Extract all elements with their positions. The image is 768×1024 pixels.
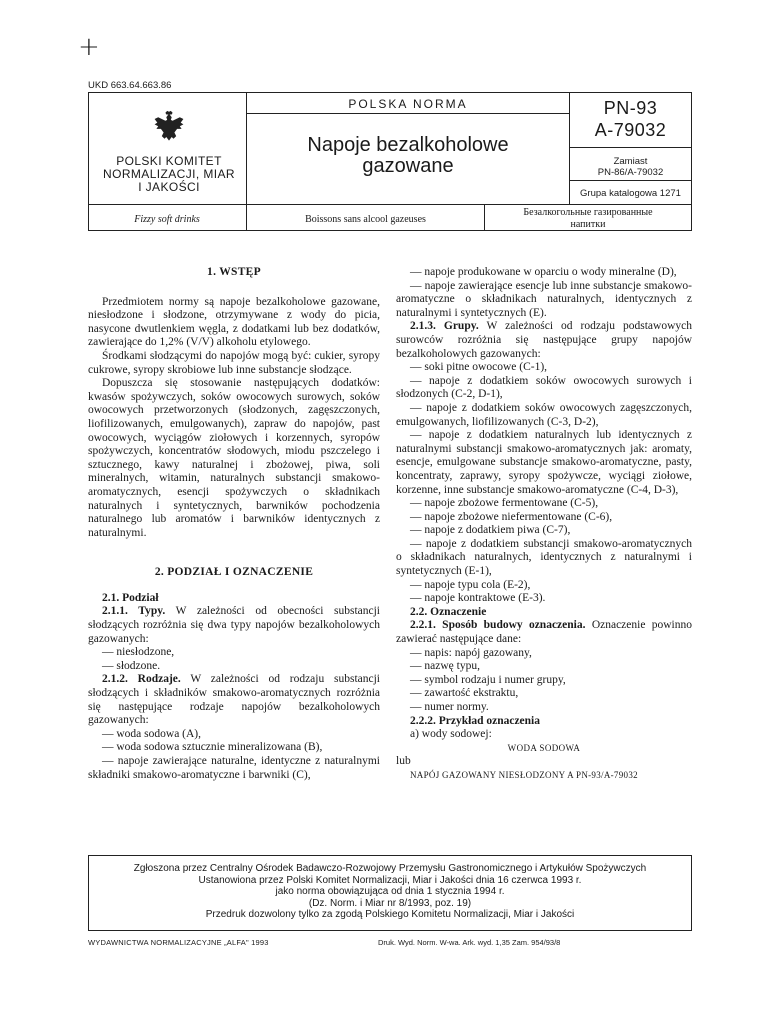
example-designation: WODA SODOWA [507, 742, 581, 753]
list-item: — słodzone. [102, 659, 161, 672]
title-line: gazowane [362, 155, 454, 177]
eagle-emblem-icon [151, 110, 187, 146]
document-title [247, 135, 569, 177]
committee-block [92, 104, 246, 194]
list-item: — napoje zbożowe fermentowane (C-5), [410, 497, 599, 510]
paragraph: Dopuszcza się stosowanie następujących dodatków: kwasów spożywczych, soków owocowych surowych, soków owocowych przetworzonych (słodzonych, zagęszczonych, liofilizowanych, emulgowanych), zapraw do napojów, past owocowych, wyciągów ziołowych i korzennych, syropów spożywczych, koncentratów słodowych, miodu pszczelego i sztucznego, kawy naturalnej i zbożowej, piwa, soli mineralnych, witamin, naturalnych substancji smakowo-aromatycznych, esencji spożywczych o składnikach naturalnych i syntetycznych, barwników pochodzenia naturalnego lub aromatów i barwników identycznych z naturalnymi. [88, 377, 380, 539]
publisher-note: WYDAWNICTWA NORMALIZACYJNE „ALFA" 1993 [88, 938, 269, 947]
list-item: — symbol rodzaju i numer grupy, [410, 673, 566, 686]
header-rule [569, 180, 692, 181]
header-rule [88, 204, 692, 205]
subsection-label: 2.1.3. Grupy. [410, 320, 479, 333]
list-item: — soki pitne owocowe (C-1), [410, 361, 548, 374]
list-item: — napoje zawierające naturalne, identyczne z naturalnymi składniki smakowo-aromatyczne i barwniki (C), [88, 755, 380, 781]
polska-norma-label: POLSKA NORMA [348, 97, 468, 111]
or-label: lub [396, 755, 411, 768]
list-item: — napis: napój gazowany, [410, 646, 532, 659]
list-item: — napoje zawierające esencje lub inne substancje smakowo-aromatyczne o składnikach naturalnych, identycznych z naturalnymi i syntetycznych (E). [396, 279, 692, 319]
supersedes-line: Zamiast [613, 156, 648, 167]
list-item: — napoje typu cola (E-2), [410, 578, 531, 591]
subsection-heading: 2.2.2. Przykład oznaczenia [410, 714, 540, 727]
footer-line: Ustanowiona przez Polski Komitet Normalizacji, Miar i Jakości dnia 16 czerwca 1993 r. [198, 874, 582, 886]
pn-number: PN-93 [603, 98, 658, 118]
pn-code: A-79032 [594, 120, 667, 140]
subsection-text: Oznaczenie powinno zawierać następujące dane: [396, 619, 692, 646]
list-item: — niesłodzone, [102, 646, 175, 659]
paragraph: Środkami słodzącymi do napojów mogą być: cukier, syropy cukrowe, syropy skrobiowe lub inne substancje słodzące. [88, 349, 380, 376]
header-rule [569, 147, 692, 148]
subsection-text: W zależności od rodzaju podstawowych surowców rozróżnia się następujące grupy napojów bezalkoholowych gazowanych: [396, 320, 692, 360]
list-item: — napoje z dodatkiem soków owocowych zagęszczonych, emulgowanych, liofilizowanych (C-3, D-2), [396, 401, 692, 428]
list-item: — napoje zbożowe niefermentowane (C-6), [410, 510, 613, 523]
registration-mark: + [78, 32, 100, 62]
paragraph [88, 673, 380, 727]
russian-line: напитки [570, 219, 606, 230]
header-rule [246, 113, 569, 114]
title-line: Napoje bezalkoholowe [307, 134, 509, 156]
subsection-label: 2.1.1. Typy. [102, 605, 166, 618]
footer-notes [92, 863, 688, 921]
list-item: — numer normy. [410, 701, 489, 713]
supersedes-note [569, 156, 692, 178]
subsection-heading: 2.2. Oznaczenie [410, 605, 487, 618]
list-item: — napoje produkowane w oparciu o wody mineralne (D), [410, 266, 677, 278]
list-item: — napoje z dodatkiem soków owocowych surowych i słodzonych (C-2, D-1), [396, 374, 692, 401]
ukd-code: UKD 663.64.663.86 [88, 80, 172, 91]
subsection-label: 2.1.2. Rodzaje. [102, 673, 181, 686]
committee-line: NORMALIZACJI, MIAR [103, 167, 235, 181]
left-column [88, 266, 380, 782]
footer-line: (Dz. Norm. i Miar nr 8/1993, poz. 19) [308, 897, 472, 909]
footer-line: Zgłoszona przez Centralny Ośrodek Badawczo-Rozwojowy Przemysłu Gastronomicznego i Artykułów Spożywczych [133, 863, 647, 874]
section-heading: 1. WSTĘP [207, 266, 261, 278]
supersedes-line: PN-86/A-79032 [597, 167, 664, 178]
paragraph [396, 619, 692, 646]
list-item: — napoje z dodatkiem naturalnych lub identycznych z naturalnymi substancji smakowo-aromatycznych jak: aromaty, esencje, emulgowane substancje smakowo-aromatyczne, pasty, koncentraty, zaprawy, syropy spożywcze, wyciągi ziołowe, korzenne, inne substancje smakowo-aromatyczne (C-4, D-3), [396, 429, 692, 496]
list-item: — napoje z dodatkiem substancji smakowo-aromatycznych o składnikach naturalnych, identycznych z naturalnymi i syntetycznych (E-1), [396, 537, 692, 578]
footer-line: jako norma obowiązująca od dnia 1 stycznia 1994 r. [275, 886, 505, 898]
catalog-group: Grupa katalogowa 1271 [580, 188, 681, 199]
title-russian [484, 207, 692, 231]
committee-line: POLSKI KOMITET [116, 154, 222, 168]
section-heading: 2. PODZIAŁ I OZNACZENIE [154, 566, 314, 579]
committee-line: I JAKOŚCI [138, 180, 200, 194]
print-info: Druk. Wyd. Norm. W-wa. Ark. wyd. 1,35 Zam. 954/93/8 [378, 938, 561, 947]
list-item: — zawartość ekstraktu, [410, 687, 519, 700]
list-item: — woda sodowa sztucznie mineralizowana (B), [102, 741, 323, 754]
subsection-label: 2.2.1. Sposób budowy oznaczenia. [410, 619, 586, 632]
paragraph [396, 320, 692, 361]
footer-line: Przedruk dozwolony tylko za zgodą Polskiego Komitetu Normalizacji, Miar i Jakości [205, 909, 575, 921]
example-label: a) wody sodowej: [410, 728, 492, 741]
paragraph [88, 605, 380, 646]
subsection-text: W zależności od obecności substancji słodzących rozróżnia się dwa typy napojów bezalkoholowych gazowanych: [88, 605, 380, 645]
subsection-heading: 2.1. Podział [102, 591, 159, 604]
russian-line: Безалкогольные газированные [523, 207, 653, 218]
list-item: — napoje z dodatkiem piwa (C-7), [410, 524, 571, 537]
right-column [396, 266, 692, 783]
example-designation: NAPÓJ GAZOWANY NIESŁODZONY A PN-93/A-79032 [410, 769, 638, 780]
paragraph: Przedmiotem normy są napoje bezalkoholowe gazowane, niesłodzone i słodzone, otrzymywane z wody do picia, nasycone dwutlenkiem węgla, z dodatkami lub bez dodatków, zawierające do 1,2% (V/V) alkoholu etylowego. [88, 295, 380, 349]
list-item: — nazwę typu, [410, 660, 480, 673]
title-french: Boissons sans alcool gazeuses [305, 214, 426, 225]
list-item: — woda sodowa (A), [102, 727, 202, 740]
list-item: — napoje kontraktowe (E-3). [410, 592, 546, 605]
subsection-text: W zależności od rodzaju substancji słodzących i składników smakowo-aromatycznych rozróżnia się następujące rodzaje napojów bezalkoholowych gazowanych: [88, 673, 380, 727]
title-english: Fizzy soft drinks [134, 214, 200, 225]
